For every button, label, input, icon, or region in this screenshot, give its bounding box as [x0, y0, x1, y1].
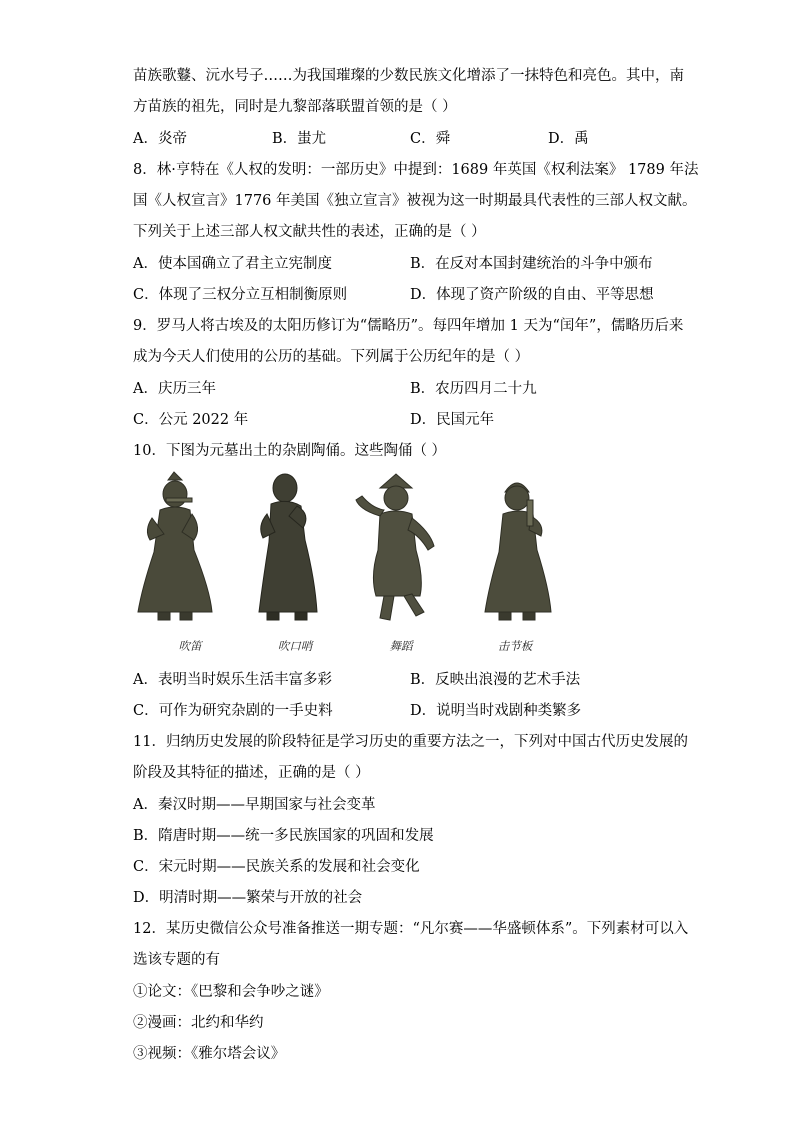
question-8-option-d: D．体现了资产阶级的自由、平等思想: [410, 287, 654, 303]
question-8-text-line-1: 8．林·亨特在《人权的发明：一部历史》中提到：1689 年英国《权利法案》 1789 年法: [133, 162, 699, 178]
question-11-text-line-1: 11．归纳历史发展的阶段特征是学习历史的重要方法之一，下列对中国古代历史发展的: [133, 734, 688, 750]
caption-whistle: 吹口哨: [277, 639, 313, 653]
question-8-text-line-3: 下列关于上述三部人权文献共性的表述，正确的是（ ）: [133, 224, 486, 240]
question-7-text-line-2: 方苗族的祖先，同时是九黎部落联盟首领的是（ ）: [133, 99, 457, 115]
question-8-option-b: B．在反对本国封建统治的斗争中颁布: [410, 256, 653, 272]
question-12-item-1: ①论文：《巴黎和会争吵之谜》: [133, 984, 329, 1000]
question-11-option-b: B．隋唐时期——统一多民族国家的巩固和发展: [133, 828, 434, 844]
figurine-clapper: [475, 470, 565, 630]
question-10-text-line-1: 10．下图为元墓出土的杂剧陶俑。这些陶俑（ ）: [133, 443, 447, 459]
question-12-item-3: ③视频：《雅尔塔会议》: [133, 1046, 286, 1062]
question-7-option-c: C．舜: [410, 131, 451, 147]
question-10-option-c: C．可作为研究杂剧的一手史料: [133, 703, 333, 719]
caption-flute: 吹笛: [178, 639, 202, 653]
figurine-dancer: [350, 470, 440, 630]
question-12-text-line-2: 选该专题的有: [133, 952, 220, 968]
question-7-option-a: A．炎帝: [133, 131, 187, 147]
question-9-option-b: B．农历四月二十九: [410, 381, 537, 397]
question-11-text-line-2: 阶段及其特征的描述，正确的是（ ）: [133, 765, 370, 781]
figurine-flute-player: [130, 470, 220, 630]
question-8-text-line-2: 国《人权宣言》1776 年美国《独立宣言》被视为这一时期最具代表性的三部人权文献。: [133, 193, 697, 209]
caption-dance: 舞蹈: [389, 639, 413, 653]
question-11-option-c: C．宋元时期——民族关系的发展和社会变化: [133, 859, 420, 875]
question-10-option-b: B．反映出浪漫的艺术手法: [410, 672, 581, 688]
question-10-option-d: D．说明当时戏剧种类繁多: [410, 703, 582, 719]
figurines-photo: [130, 470, 570, 630]
question-9-option-d: D．民国元年: [410, 412, 495, 428]
question-8-option-c: C．体现了三权分立互相制衡原则: [133, 287, 348, 303]
question-9-option-c: C．公元 2022 年: [133, 412, 249, 428]
question-7-option-d: D．禹: [548, 131, 589, 147]
question-7-option-b: B．蚩尤: [272, 131, 327, 147]
question-10-option-a: A．表明当时娱乐生活丰富多彩: [133, 672, 332, 688]
question-12-text-line-1: 12．某历史微信公众号准备推送一期专题：“凡尔赛——华盛顿体系”。下列素材可以入: [133, 921, 689, 937]
question-9-option-a: A．庆历三年: [133, 381, 216, 397]
question-9-text-line-2: 成为今天人们使用的公历的基础。下列属于公历纪年的是（ ）: [133, 349, 530, 365]
caption-clapper: 击节板: [497, 639, 533, 653]
question-11-option-d: D．明清时期——繁荣与开放的社会: [133, 890, 363, 906]
question-8-option-a: A．使本国确立了君主立宪制度: [133, 256, 332, 272]
figurine-whistler: [245, 470, 335, 630]
question-12-item-2: ②漫画：北约和华约: [133, 1015, 264, 1031]
question-11-option-a: A．秦汉时期——早期国家与社会变革: [133, 797, 376, 813]
question-7-text-line-1: 苗族歌鼟、沅水号子……为我国璀璨的少数民族文化增添了一抹特色和亮色。其中，南: [133, 68, 684, 84]
question-9-text-line-1: 9．罗马人将古埃及的太阳历修订为“儒略历”。每四年增加 1 天为“闰年”，儒略历后来: [133, 318, 684, 334]
